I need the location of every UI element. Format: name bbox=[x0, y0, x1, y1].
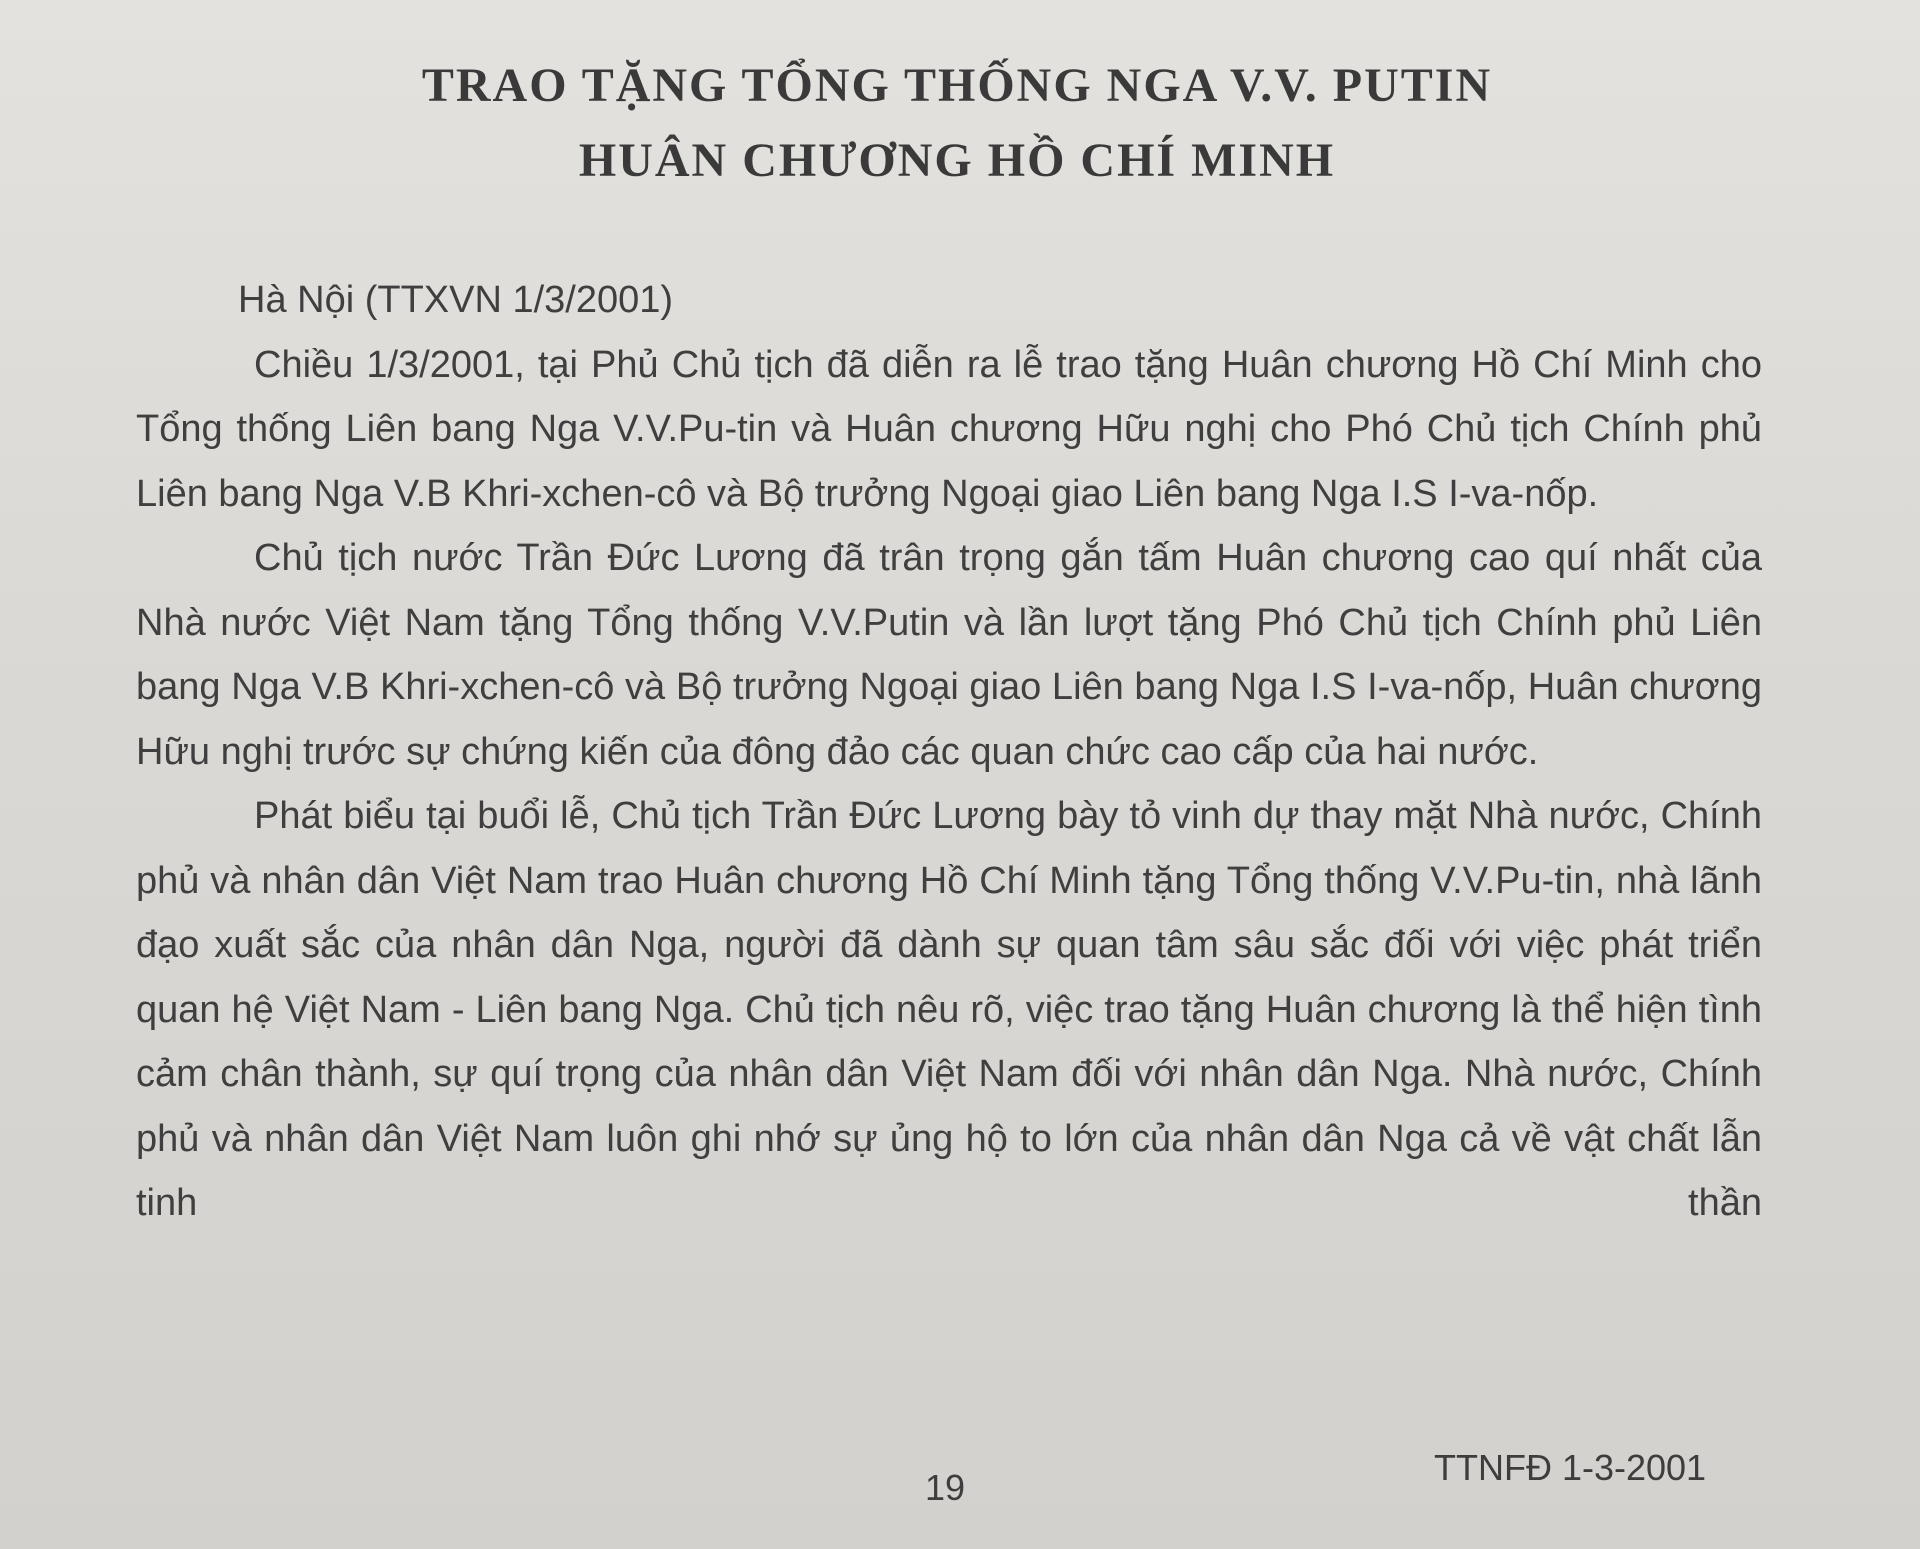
title-line-2: HUÂN CHƯƠNG HỒ CHÍ MINH bbox=[578, 134, 1336, 187]
paragraph-1: Chiều 1/3/2001, tại Phủ Chủ tịch đã diễn ra lễ trao tặng Huân chương Hồ Chí Minh cho Tổng thống Liên bang Nga V.V.Pu-tin và Huân chương Hữu nghị cho Phó Chủ tịch Chính phủ Liên bang Nga V.B Khri-xchen-cô và Bộ trưởng Ngoại giao Liên bang Nga I.S I-va-nốp. bbox=[136, 343, 1762, 515]
page-number: 19 bbox=[925, 1467, 966, 1508]
title-line-1: TRAO TẶNG TỔNG THỐNG NGA V.V. PUTIN bbox=[421, 59, 1493, 112]
paragraph-2: Chủ tịch nước Trần Đức Lương đã trân trọng gắn tấm Huân chương cao quí nhất của Nhà nước Việt Nam tặng Tổng thống V.V.Putin và lần lượt tặng Phó Chủ tịch Chính phủ Liên bang Nga V.B Khri-xchen-cô và Bộ trưởng Ngoại giao Liên bang Nga I.S I-va-nốp, Huân chương Hữu nghị trước sự chứng kiến của đông đảo các quan chức cao cấp của hai nước. bbox=[136, 537, 1762, 773]
dateline: Hà Nội (TTXVN 1/3/2001) bbox=[238, 279, 674, 321]
article-body bbox=[136, 268, 1762, 1236]
paragraph-3: Phát biểu tại buổi lễ, Chủ tịch Trần Đức Lương bày tỏ vinh dự thay mặt Nhà nước, Chính phủ và nhân dân Việt Nam trao Huân chương Hồ Chí Minh tặng Tổng thống V.V.Pu-tin, nhà lãnh đạo xuất sắc của nhân dân Nga, người đã dành sự quan tâm sâu sắc đối với việc phát triển quan hệ Việt Nam - Liên bang Nga. Chủ tịch nêu rõ, việc trao tặng Huân chương là thể hiện tình cảm chân thành, sự quí trọng của nhân dân Việt Nam đối với nhân dân Nga. Nhà nước, Chính phủ và nhân dân Việt Nam luôn ghi nhớ sự ủng hộ to lớn của nhân dân Nga cả về vật chất lẫn tinh thần bbox=[136, 795, 1762, 1224]
reference-code: TTNFĐ 1-3-2001 bbox=[1434, 1447, 1707, 1488]
